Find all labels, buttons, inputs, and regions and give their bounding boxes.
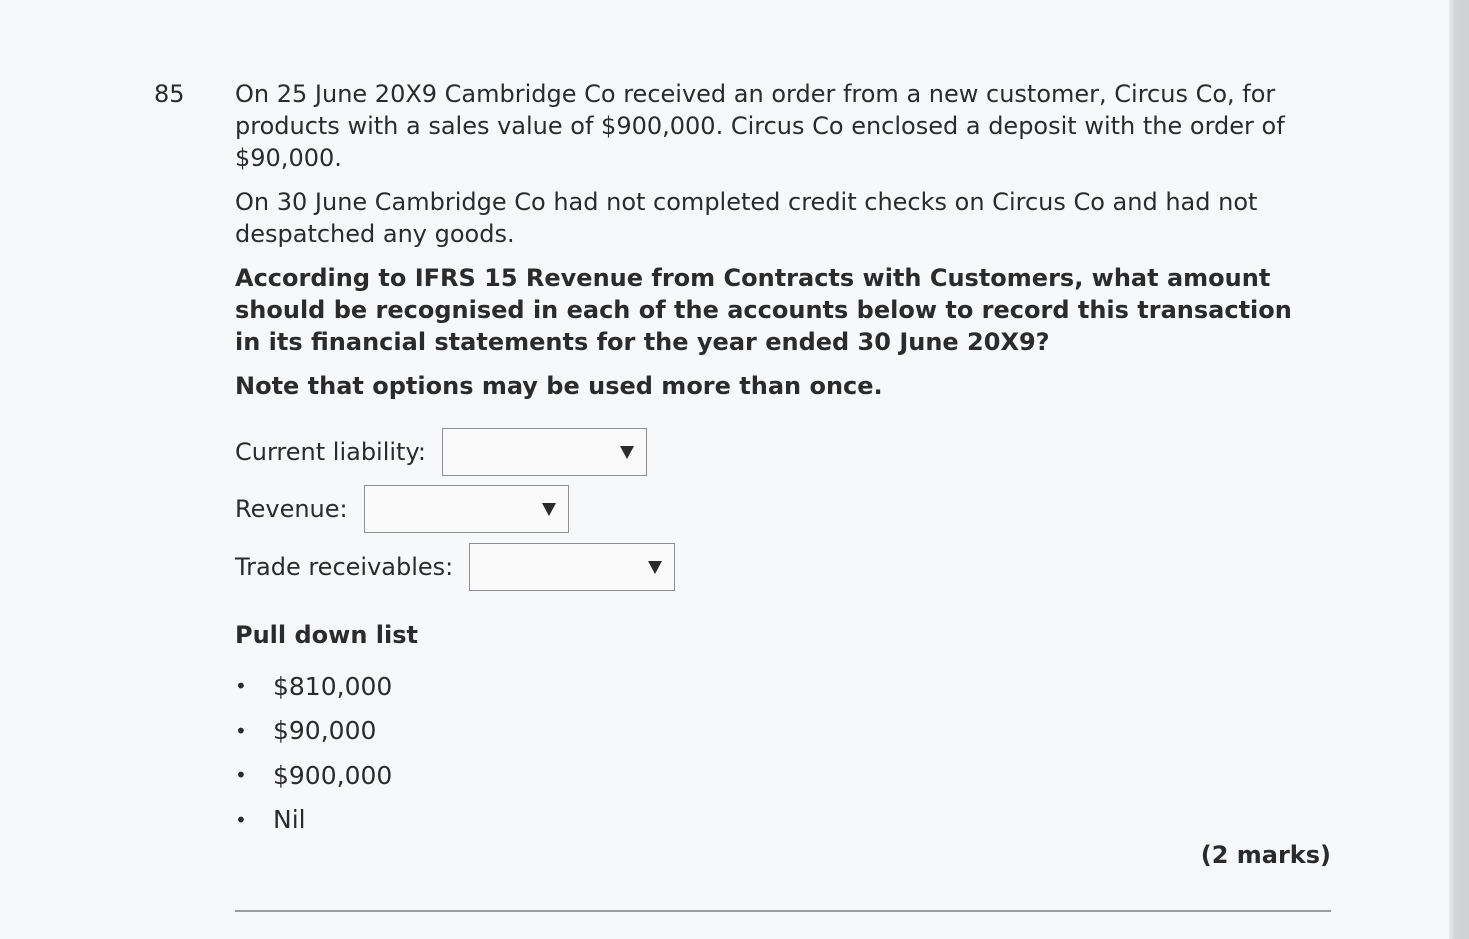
option-label: $90,000 — [273, 716, 377, 746]
option-label: $810,000 — [273, 671, 393, 701]
list-item — [235, 709, 392, 754]
dropdown-arrow-icon — [620, 446, 634, 459]
list-item — [235, 753, 392, 798]
field-row-trade-receivables — [235, 543, 675, 591]
revenue-label: Revenue: — [235, 495, 348, 523]
dropdown-arrow-icon — [542, 503, 556, 516]
divider — [235, 910, 1331, 912]
question-paragraph-2: On 30 June Cambridge Co had not completed credit checks on Circus Co and had not despatched any goods. — [235, 188, 1258, 248]
pulldown-options — [235, 664, 392, 842]
list-item — [235, 664, 392, 709]
list-item — [235, 798, 392, 843]
pulldown-list-title: Pull down list — [235, 621, 418, 649]
question-body — [235, 78, 1305, 402]
revenue-dropdown[interactable] — [364, 485, 569, 533]
bullet-icon: • — [235, 674, 247, 699]
bullet-icon: • — [235, 763, 247, 788]
trade-receivables-dropdown[interactable] — [469, 543, 675, 591]
field-row-current-liability — [235, 428, 647, 476]
question-paragraph-1: On 25 June 20X9 Cambridge Co received an order from a new customer, Circus Co, for products with a sales value of $900,000. Circus Co enclosed a deposit with the order of $90,000. — [235, 80, 1285, 172]
question-note: Note that options may be used more than once. — [235, 372, 883, 400]
dropdown-arrow-icon — [648, 561, 662, 574]
field-row-revenue — [235, 485, 569, 533]
bullet-icon: • — [235, 718, 247, 743]
option-label: Nil — [273, 805, 306, 835]
current-liability-dropdown[interactable] — [442, 428, 647, 476]
trade-receivables-label: Trade receivables: — [235, 553, 454, 581]
current-liability-label: Current liability: — [235, 438, 427, 466]
page-edge — [1449, 0, 1469, 939]
option-label: $900,000 — [273, 760, 393, 790]
marks-label: (2 marks) — [1200, 841, 1331, 869]
question-number: 85 — [154, 80, 185, 108]
bullet-icon: • — [235, 807, 247, 832]
question-prompt: According to IFRS 15 Revenue from Contracts with Customers, what amount should be recognised in each of the accounts below to record this transaction in its financial statements for the year ended 30 June 20X9? — [235, 264, 1292, 356]
